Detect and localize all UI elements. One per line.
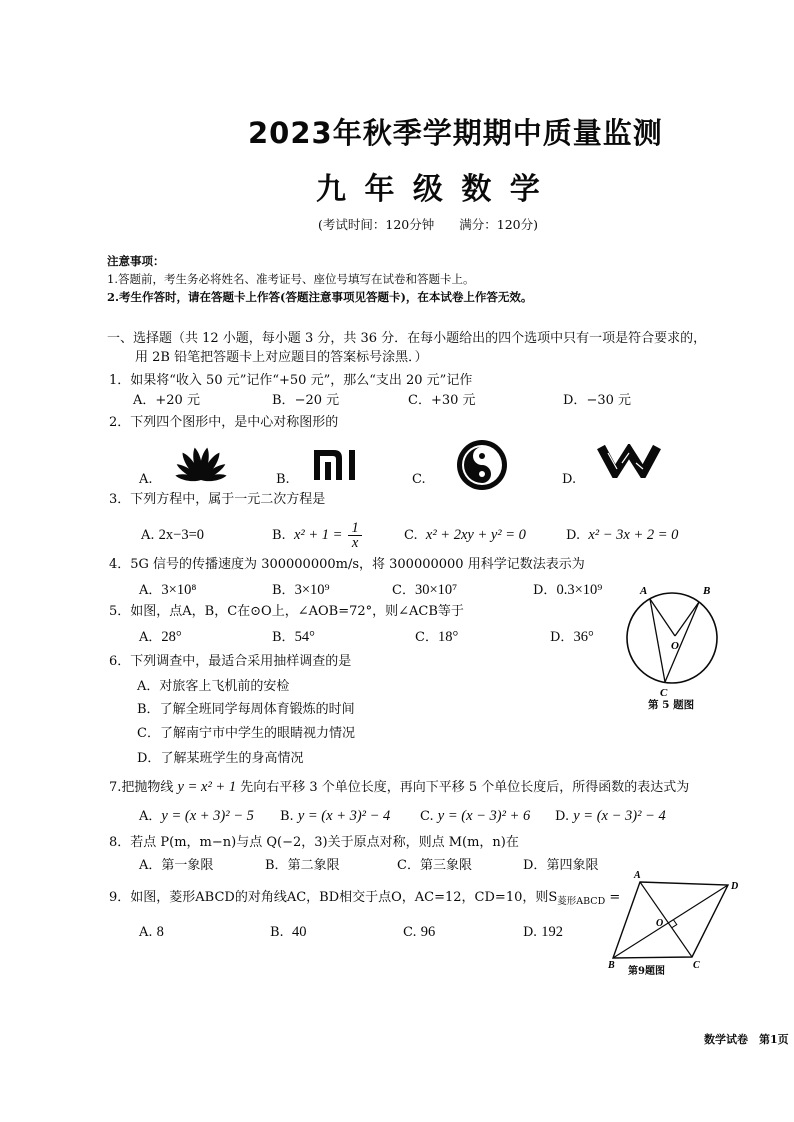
exam-info: (考试时间：120分钟 满分：120分) xyxy=(318,217,538,232)
diagonal-bd xyxy=(613,885,728,958)
point-b-label: B xyxy=(608,960,615,971)
question-6-option-d: D．了解某班学生的身高情况 xyxy=(137,751,304,766)
question-3-stem: 3．下列方程中，属于一元二次方程是 xyxy=(109,492,326,507)
question-4-option-d: D．0.3×10⁹ xyxy=(533,582,603,598)
point-c-label: C xyxy=(693,960,700,971)
fraction: $\frac{1}{x}$ xyxy=(348,521,361,550)
question-3-option-c: C. x² + 2xy + y² = 0 xyxy=(404,527,526,543)
point-a-label: A xyxy=(634,870,641,881)
note-item-1: 1.答题前，考生务必将姓名、准考证号、座位号填写在试卷和答题卡上。 xyxy=(107,272,475,286)
question-9-option-a: A. 8 xyxy=(139,924,164,940)
question-5-option-a: A．28° xyxy=(139,629,182,645)
page-footer: 数学试卷 第1页 xyxy=(704,1033,789,1046)
section-heading-line1: 一、选择题（共 12 小题，每小题 3 分，共 36 分．在每小题给出的四个选项中只有一项是符合要求的， xyxy=(107,331,707,346)
question-8-option-b: B．第二象限 xyxy=(265,858,340,873)
point-d-label: D xyxy=(731,881,739,892)
subject-title: 九 年 级 数 学 xyxy=(316,172,544,207)
question-9-figure-caption: 第9题图 xyxy=(628,966,665,977)
question-4-option-b: B．3×10⁹ xyxy=(272,582,330,598)
question-2-option-c-label: C. xyxy=(412,472,426,487)
point-o-label: O xyxy=(671,640,679,652)
question-5-circle-figure xyxy=(615,580,735,700)
point-c-label: C xyxy=(660,687,668,699)
question-8-option-d: D．第四象限 xyxy=(523,858,599,873)
question-5-option-d: D．36° xyxy=(550,629,594,645)
question-1-option-c: C．+30 元 xyxy=(408,393,476,408)
question-5-option-b: B．54° xyxy=(272,629,315,645)
question-7-option-a: A．y = (x + 3)² − 5 xyxy=(139,808,254,824)
point-b-label: B xyxy=(703,585,711,597)
question-3-option-d: D. x² − 3x + 2 = 0 xyxy=(566,527,679,543)
question-9-option-b: B. 40 xyxy=(270,924,307,940)
question-7-option-c: C. y = (x − 3)² + 6 xyxy=(420,808,531,824)
question-6-stem: 6．下列调查中，最适合采用抽样调查的是 xyxy=(109,654,352,669)
circle-o xyxy=(627,593,717,683)
point-a-label: A xyxy=(640,585,648,597)
question-2-option-a-label: A. xyxy=(139,472,153,487)
section-heading-line2: 用 2B 铅笔把答题卡上对应题目的答案标号涂黑．） xyxy=(135,350,428,365)
question-1-option-d: D．−30 元 xyxy=(563,393,632,408)
exam-title: 2023年秋季学期期中质量监测 xyxy=(248,116,663,150)
mi-logo-icon xyxy=(314,450,358,480)
question-3-option-b: B. x² + 1 = $\frac{1}{x}$ xyxy=(272,520,362,551)
question-1-option-a: A．+20 元 xyxy=(133,393,200,408)
question-4-option-a: A．3×10⁸ xyxy=(139,582,197,598)
question-7-option-d: D. y = (x − 3)² − 4 xyxy=(555,808,666,824)
notes-heading: 注意事项： xyxy=(107,254,165,268)
question-6-option-a: A．对旅客上飞机前的安检 xyxy=(137,679,290,694)
question-9-stem: 9．如图，菱形ABCD的对角线AC，BD相交于点O，AC=12，CD=10，则$S_{菱形ABCD}$ = xyxy=(109,890,621,907)
segment-ac xyxy=(650,599,665,682)
question-6-option-c: C．了解南宁市中学生的眼睛视力情况 xyxy=(137,726,355,741)
note-item-2: 2.考生作答时，请在答题卡上作答(答题注意事项见答题卡)，在本试卷上作答无效。 xyxy=(107,290,533,304)
question-1-stem: 1．如果将“收入 50 元”记作“+50 元”，那么“支出 20 元”记作 xyxy=(109,373,473,388)
point-o-label: O xyxy=(656,918,664,929)
question-4-option-c: C．30×10⁷ xyxy=(392,582,458,598)
question-8-stem: 8．若点 P(m，m−n)与点 Q(−2，3)关于原点对称，则点 M(m，n)在 xyxy=(109,835,519,850)
question-2-option-b-label: B. xyxy=(276,472,290,487)
question-5-option-c: C．18° xyxy=(415,629,459,645)
question-3-option-a: A. 2x−3=0 xyxy=(141,527,205,543)
w-logo-icon xyxy=(597,444,661,478)
question-9-rhombus-figure xyxy=(600,868,740,972)
question-4-stem: 4．5G 信号的传播速度为 300000000m/s，将 300000000 用科学记数法表示为 xyxy=(109,557,585,572)
question-7-stem: 7.把抛物线 y = x² + 1 先向右平移 3 个单位长度，再向下平移 5 个单位长度后，所得函数的表达式为 xyxy=(109,779,690,795)
question-5-stem: 5．如图，点A，B，C在⊙O上，∠AOB=72°，则∠ACB等于 xyxy=(109,604,464,619)
question-7-option-b: B. y = (x + 3)² − 4 xyxy=(280,808,391,824)
question-8-option-c: C．第三象限 xyxy=(397,858,472,873)
swirl-circle-logo-icon xyxy=(456,439,508,491)
question-2-stem: 2．下列四个图形中，是中心对称图形的 xyxy=(109,415,339,430)
question-8-option-a: A．第一象限 xyxy=(139,858,214,873)
question-9-option-d: D. 192 xyxy=(523,924,563,940)
question-9-option-c: C. 96 xyxy=(403,924,436,940)
question-2-option-d-label: D. xyxy=(562,472,577,487)
question-6-option-b: B．了解全班同学每周体育锻炼的时间 xyxy=(137,702,355,717)
diagonal-ac xyxy=(640,882,692,957)
question-5-figure-caption: 第 5 题图 xyxy=(648,699,695,711)
question-1-option-b: B．−20 元 xyxy=(272,393,340,408)
huawei-logo-icon xyxy=(168,446,234,482)
